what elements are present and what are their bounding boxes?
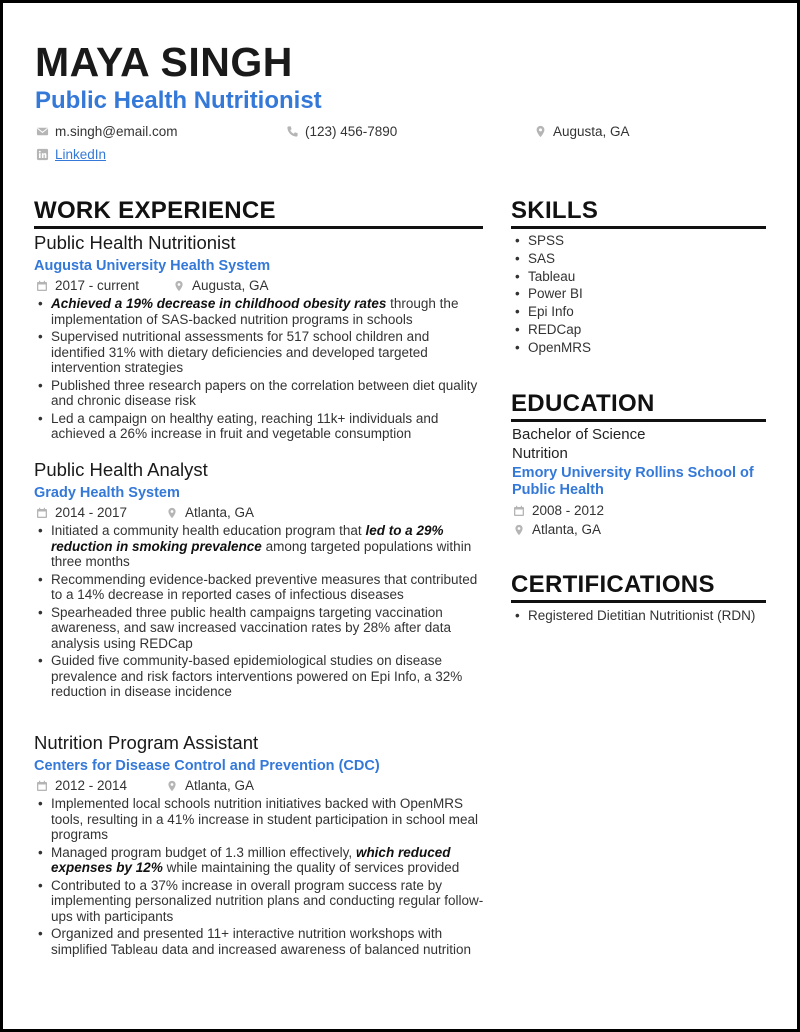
education-divider (511, 419, 766, 422)
list-item: • SAS (510, 251, 765, 267)
calendar-icon (513, 505, 525, 517)
candidate-name: MAYA SINGH (35, 39, 293, 85)
list-item: • Registered Dietitian Nutritionist (RDN) (510, 608, 765, 624)
job-employer: Centers for Disease Control and Prevention (CDC) (34, 758, 380, 774)
email-text: m.singh@email.com (55, 123, 178, 139)
location-contact (534, 122, 630, 140)
job-title: Nutrition Program Assistant (34, 732, 259, 753)
calendar-icon (36, 507, 48, 519)
list-item: • OpenMRS (510, 340, 765, 356)
phone-contact (286, 122, 397, 140)
job-employer: Grady Health System (34, 485, 180, 501)
list-item: • Spearheaded three public health campaigns targeting vaccination awareness, and saw increased vaccination rates by 28% after data analysis using REDCap (33, 605, 485, 652)
list-item: • Implemented local schools nutrition initiatives backed with OpenMRS tools, resulting in a 41% increase in student participation in school meal programs (33, 796, 485, 843)
job-title: Public Health Analyst (34, 459, 208, 480)
envelope-icon (36, 125, 49, 138)
education-heading: EDUCATION (511, 390, 655, 417)
map-pin-icon (173, 280, 185, 292)
job-location (166, 778, 254, 794)
education-school: Emory University Rollins School of Public Health (512, 465, 754, 498)
list-item: • Managed program budget of 1.3 million effectively, which reduced expenses by 12% while maintaining the quality of services provided (33, 845, 485, 876)
job-title: Public Health Nutritionist (34, 232, 236, 253)
skills-divider (511, 226, 766, 229)
job-dates-text: 2012 - 2014 (55, 778, 128, 793)
job-dates (36, 278, 139, 294)
job-location (173, 278, 269, 294)
map-pin-icon (166, 780, 178, 792)
location-text: Augusta, GA (553, 123, 630, 139)
work-experience-heading: WORK EXPERIENCE (34, 197, 276, 224)
job-employer: Augusta University Health System (34, 258, 271, 274)
email-contact (36, 122, 178, 140)
list-item: • Recommending evidence-backed preventive measures that contributed to a 14% decrease in reported cases of infectious diseases (33, 572, 485, 603)
list-item: • REDCap (510, 322, 765, 338)
list-item: • Published three research papers on the correlation between diet quality and chronic disease risk (33, 378, 485, 409)
skills-heading: SKILLS (511, 197, 599, 224)
job-dates (36, 778, 127, 794)
list-item: • Initiated a community health education program that led to a 29% reduction in smoking prevalence among targeted populations within three months (33, 523, 485, 570)
job-location (166, 505, 254, 521)
list-item: • Achieved a 19% decrease in childhood obesity rates through the implementation of SAS-backed nutrition programs in schools (33, 296, 485, 327)
list-item: • Tableau (510, 269, 765, 285)
list-item: • Organized and presented 11+ interactive nutrition workshops with simplified Tableau data and increased awareness of balanced nutrition (33, 926, 485, 957)
list-item: • Contributed to a 37% increase in overall program success rate by implementing personalized nutrition plans and conducting regular follow-ups with participants (33, 878, 485, 925)
phone-text: (123) 456-7890 (305, 123, 398, 139)
job-bullets (33, 796, 485, 959)
certifications-list (510, 608, 765, 626)
education-location (513, 522, 601, 538)
certifications-divider (511, 600, 766, 603)
phone-icon (286, 125, 299, 138)
education-dates (513, 503, 604, 519)
map-pin-icon (513, 524, 525, 536)
linkedin-icon (36, 148, 49, 161)
education-degree: Bachelor of Science (512, 426, 646, 443)
education-field: Nutrition (512, 445, 568, 462)
job-location-text: Atlanta, GA (185, 505, 255, 520)
map-pin-icon (166, 507, 178, 519)
job-dates-text: 2017 - current (55, 278, 140, 293)
work-experience-divider (34, 226, 483, 229)
map-pin-icon (534, 125, 547, 138)
list-item: • Power BI (510, 286, 765, 302)
calendar-icon (36, 280, 48, 292)
list-item: • SPSS (510, 233, 765, 249)
linkedin-contact (36, 145, 106, 163)
certifications-heading: CERTIFICATIONS (511, 571, 715, 598)
list-item: • Led a campaign on healthy eating, reaching 11k+ individuals and achieved a 26% increase in fruit and vegetable consumption (33, 411, 485, 442)
education-location-text: Atlanta, GA (532, 522, 602, 537)
job-bullets (33, 523, 485, 702)
linkedin-link[interactable]: LinkedIn (55, 146, 107, 162)
calendar-icon (36, 780, 48, 792)
resume-page (3, 3, 797, 1029)
skills-list (510, 233, 765, 358)
job-location-text: Augusta, GA (192, 278, 269, 293)
job-location-text: Atlanta, GA (185, 778, 255, 793)
job-dates-text: 2014 - 2017 (55, 505, 128, 520)
list-item: • Epi Info (510, 304, 765, 320)
list-item: • Guided five community-based epidemiological studies on disease prevalence and risk factors interventions powered on Epi Info, a 32% reduction in disease incidence (33, 653, 485, 700)
education-dates-text: 2008 - 2012 (532, 503, 605, 518)
job-dates (36, 505, 127, 521)
candidate-role: Public Health Nutritionist (35, 87, 322, 114)
job-bullets (33, 296, 485, 444)
list-item: • Supervised nutritional assessments for 517 school children and identified 31% with dietary deficiencies and developed targeted intervention strategies (33, 329, 485, 376)
